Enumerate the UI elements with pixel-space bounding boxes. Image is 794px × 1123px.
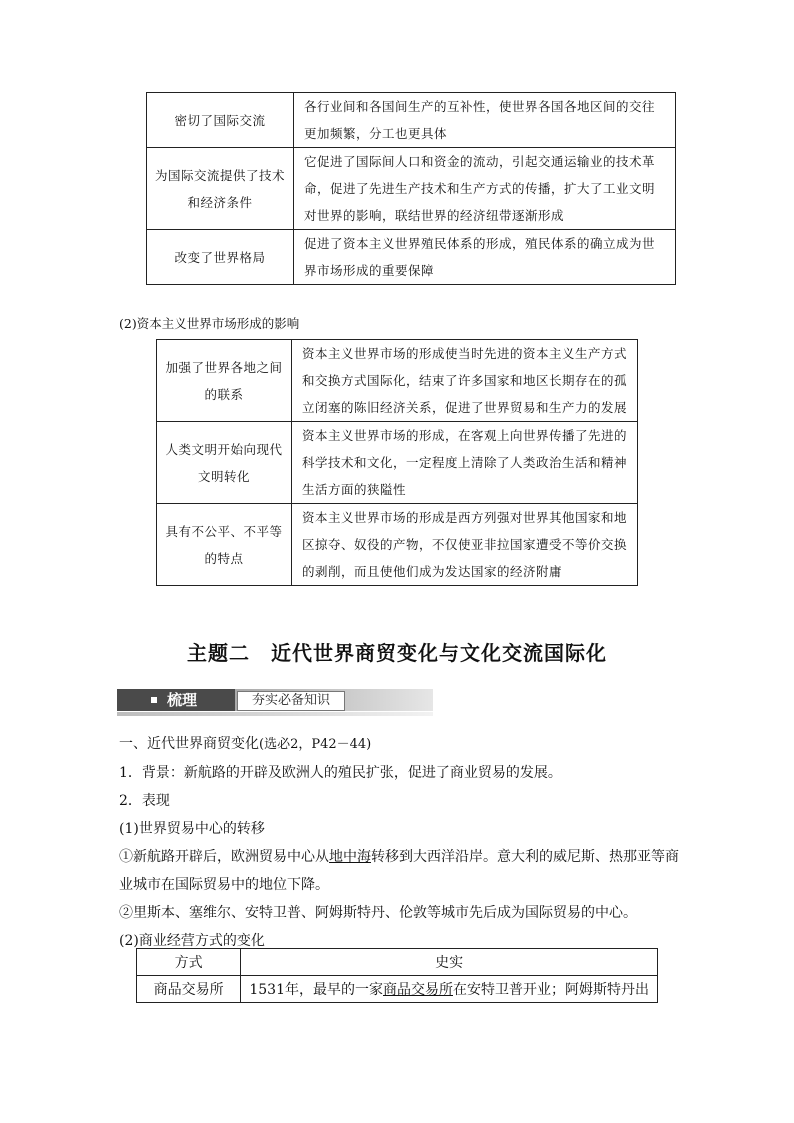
table-row bbox=[147, 93, 676, 148]
table-key-cell: 人类文明开始向现代文明转化 bbox=[157, 422, 292, 504]
banner-label-box bbox=[117, 689, 235, 711]
table-row bbox=[157, 422, 638, 504]
table-key-cell: 加强了世界各地之间的联系 bbox=[157, 340, 292, 422]
table-key-cell: 商品交易所 bbox=[137, 976, 241, 1003]
banner-shadow bbox=[117, 712, 433, 716]
section-title bbox=[119, 730, 679, 759]
table-key-cell: 为国际交流提供了技术和经济条件 bbox=[147, 148, 294, 230]
table-value-cell: 各行业间和各国间生产的互补性，使世界各国各地区间的交往更加频繁，分工也更具体 bbox=[294, 93, 676, 148]
table-header-cell: 方式 bbox=[137, 949, 241, 976]
subheading-business-mode: (2)商业经营方式的变化 bbox=[119, 933, 265, 949]
paragraph-item-2: ②里斯本、塞维尔、安特卫普、阿姆斯特丹、伦敦等城市先后成为国际贸易的中心。 bbox=[119, 905, 637, 921]
table-key-cell: 改变了世界格局 bbox=[147, 230, 294, 285]
paragraph-background: 1．背景：新航路的开辟及欧洲人的殖民扩张，促进了商业贸易的发展。 bbox=[119, 765, 562, 781]
paragraph-item-1-cont: 业城市在国际贸易中的地位下降。 bbox=[119, 877, 329, 893]
row-text-b: 在安特卫普开业；阿姆斯特丹出 bbox=[453, 982, 649, 998]
item1-text-b: 转移到大西洋沿岸。意大利的威尼斯、热那亚等商 bbox=[371, 849, 679, 865]
row-text-a: 1531年，最早的一家 bbox=[249, 982, 383, 998]
table-key-cell: 具有不公平、不平等的特点 bbox=[157, 504, 292, 586]
table-row bbox=[147, 148, 676, 230]
table-value-cell: 资本主义世界市场的形成，在客观上向世界传播了先进的科学技术和文化，一定程度上清除了人类政治生活和精神生活方面的狭隘性 bbox=[292, 422, 638, 504]
table-row bbox=[157, 340, 638, 422]
table-key-cell: 密切了国际交流 bbox=[147, 93, 294, 148]
table-row bbox=[147, 230, 676, 285]
table-row bbox=[157, 504, 638, 586]
table-value-cell: 资本主义世界市场的形成使当时先进的资本主义生产方式和交换方式国际化，结束了许多国家和地区长期存在的孤立闭塞的陈旧经济关系，促进了世界贸易和生产力的发展 bbox=[292, 340, 638, 422]
table-value-cell bbox=[241, 976, 658, 1003]
paragraph-performance: 2．表现 bbox=[119, 793, 170, 809]
subheading-trade-center: (1)世界贸易中心的转移 bbox=[119, 821, 265, 837]
item1-text-a: ①新航路开辟后，欧洲贸易中心从 bbox=[119, 849, 329, 865]
section-title-text: 一、近代世界商贸变化 bbox=[119, 736, 259, 752]
banner-label: 梳理 bbox=[167, 691, 198, 709]
table-value-cell: 它促进了国际间人口和资金的流动，引起交通运输业的技术革命，促进了先进生产技术和生产方式的传播，扩大了工业文明对世界的影响，联结世界的经济纽带逐渐形成 bbox=[294, 148, 676, 230]
table-value-cell: 资本主义世界市场的形成是西方列强对世界其他国家和地区掠夺、奴役的产物，不仅使亚非拉国家遭受不等价交换的剥削，而且使他们成为发达国家的经济附庸 bbox=[292, 504, 638, 586]
section-heading: 主题二 近代世界商贸变化与文化交流国际化 bbox=[187, 641, 607, 665]
influence-table bbox=[146, 92, 676, 285]
business-mode-table bbox=[136, 948, 658, 1003]
table-header-row bbox=[137, 949, 658, 976]
table-caption: (2)资本主义世界市场形成的影响 bbox=[119, 316, 300, 331]
table-header-cell: 史实 bbox=[241, 949, 658, 976]
table-value-cell: 促进了资本主义世界殖民体系的形成，殖民体系的确立成为世界市场形成的重要保障 bbox=[294, 230, 676, 285]
row-underlined: 商品交易所 bbox=[383, 982, 453, 998]
paragraph-item-1 bbox=[119, 843, 679, 871]
section-banner bbox=[117, 689, 433, 717]
item1-underlined: 地中海 bbox=[329, 849, 371, 865]
world-market-impact-table bbox=[156, 339, 638, 586]
banner-sublabel: 夯实必备知识 bbox=[237, 691, 345, 711]
section-title-note: (选必2，P42－44) bbox=[259, 737, 372, 752]
section-body bbox=[119, 730, 679, 955]
square-bullet-icon bbox=[151, 697, 157, 703]
table-row bbox=[137, 976, 658, 1003]
